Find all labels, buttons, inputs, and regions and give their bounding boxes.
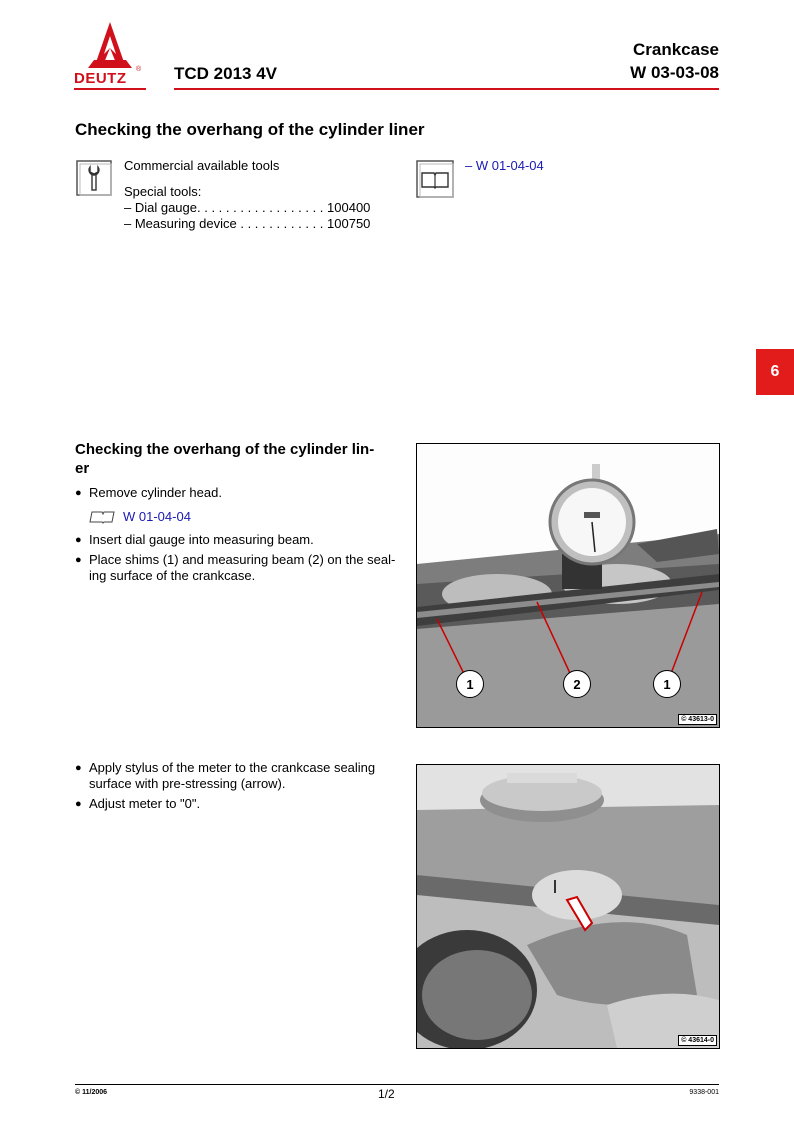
figure-dial-gauge-setup (416, 443, 720, 728)
cross-reference[interactable] (89, 509, 405, 524)
page-number: 1/2 (378, 1087, 395, 1101)
procedure-title: Checking the overhang of the cylinder lin- er (75, 441, 375, 477)
brand-name: DEUTZ (74, 70, 127, 87)
list-item: ● Remove cylinder head. (75, 485, 405, 501)
list-item: ● Apply stylus of the meter to the crankcase sealing surface with pre-stressing (arrow). (75, 760, 405, 792)
logo-underline (74, 88, 146, 90)
procedure-steps-1 (75, 485, 405, 588)
commercial-tools-label: Commercial available tools (124, 158, 280, 173)
reference-link[interactable]: – W 01-04-04 (465, 158, 544, 173)
list-item: ● Adjust meter to "0". (75, 796, 405, 812)
footer-date: © 11/2006 (75, 1089, 108, 1096)
page-title: Checking the overhang of the cylinder liner (75, 120, 425, 139)
tools-list (124, 158, 370, 232)
callout-shim: 1 (456, 670, 484, 698)
footer-rule (75, 1084, 719, 1085)
registered-mark: ® (136, 66, 142, 73)
section-title: Crankcase (632, 40, 719, 59)
figure-stylus-contact (416, 764, 720, 1049)
figure-id: © 43614-0 (678, 1035, 717, 1046)
footer-doc-number: 9338-001 (689, 1089, 719, 1096)
book-icon (416, 160, 454, 198)
header-rule (174, 88, 719, 90)
document-code: W 03-03-08 (630, 63, 719, 82)
chapter-tab: 6 (756, 349, 794, 395)
special-tools-label: Special tools: (124, 184, 202, 199)
reference-link[interactable]: W 01-04-04 (123, 509, 191, 524)
photo-stylus (417, 765, 719, 1048)
callout-measuring-beam: 2 (563, 670, 591, 698)
list-item: ● Insert dial gauge into measuring beam. (75, 532, 405, 548)
special-tool-item: – Measuring device . . . . . . . . . . . . 100750 (124, 216, 371, 231)
wrench-icon (76, 160, 112, 196)
book-icon (89, 510, 117, 524)
engine-model: TCD 2013 4V (174, 64, 277, 83)
special-tool-item: – Dial gauge. . . . . . . . . . . . . . . . . . 100400 (124, 200, 371, 215)
figure-id: © 43613-0 (678, 714, 717, 725)
callout-shim: 1 (653, 670, 681, 698)
procedure-steps-2 (75, 760, 405, 816)
list-item: ● Place shims (1) and measuring beam (2) on the seal- ing surface of the crankcase. (75, 552, 405, 584)
